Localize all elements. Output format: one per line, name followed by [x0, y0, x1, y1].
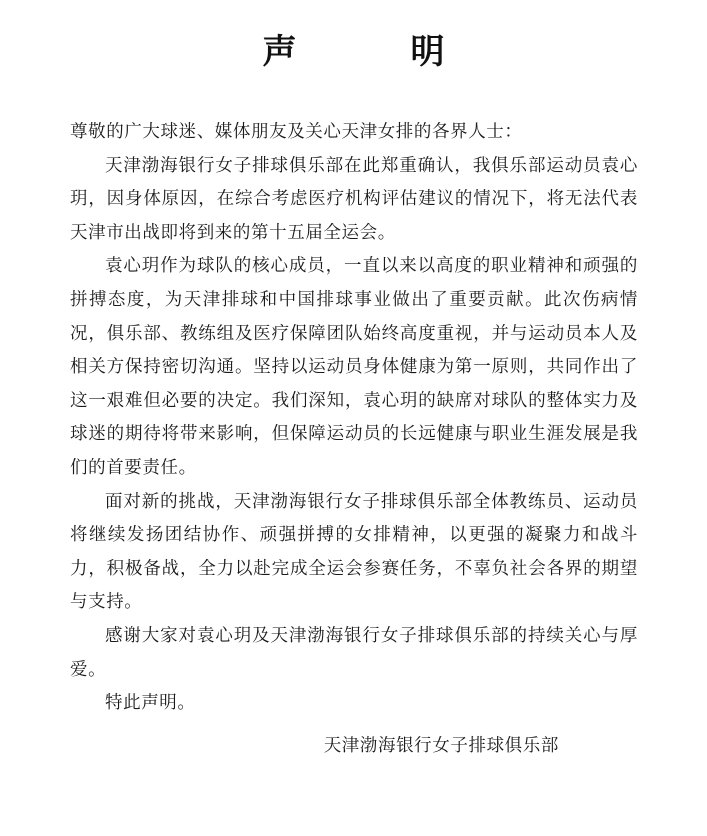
closing-line: 特此声明。: [105, 693, 196, 714]
signature: 天津渤海银行女子排球俱乐部: [323, 736, 559, 756]
document-title: 声 明: [262, 32, 485, 72]
document-body: [70, 116, 638, 721]
paragraph-4: 感谢大家对袁心玥及天津渤海银行女子排球俱乐部的持续关心与厚爱。: [70, 625, 638, 680]
salutation: 尊敬的广大球迷、媒体朋友及关心天津女排的各界人士：: [70, 122, 523, 142]
paragraph-1: 天津渤海银行女子排球俱乐部在此郑重确认，我俱乐部运动员袁心玥，因身体原因，在综合考虑医疗机构评估建议的情况下，将无法代表天津市出战即将到来的第十五届全运会。: [70, 155, 638, 243]
paragraph-3: 面对新的挑战，天津渤海银行女子排球俱乐部全体教练员、运动员将继续发扬团结协作、顽强拼搏的女排精神，以更强的凝聚力和战斗力，积极备战，全力以赴完成全运会参赛任务，不辜负社会各界的期望与支持。: [70, 491, 638, 613]
paragraph-2: 袁心玥作为球队的核心成员，一直以来以高度的职业精神和顽强的拼搏态度，为天津排球和中国排球事业做出了重要贡献。此次伤病情况，俱乐部、教练组及医疗保障团队始终高度重视，并与运动员本人及相关方保持密切沟通。坚持以运动员身体健康为第一原则，共同作出了这一艰难但必要的决定。我们深知，袁心玥的缺席对球队的整体实力及球迷的期待将带来影响，但保障运动员的长远健康与职业生涯发展是我们的首要责任。: [70, 256, 638, 478]
